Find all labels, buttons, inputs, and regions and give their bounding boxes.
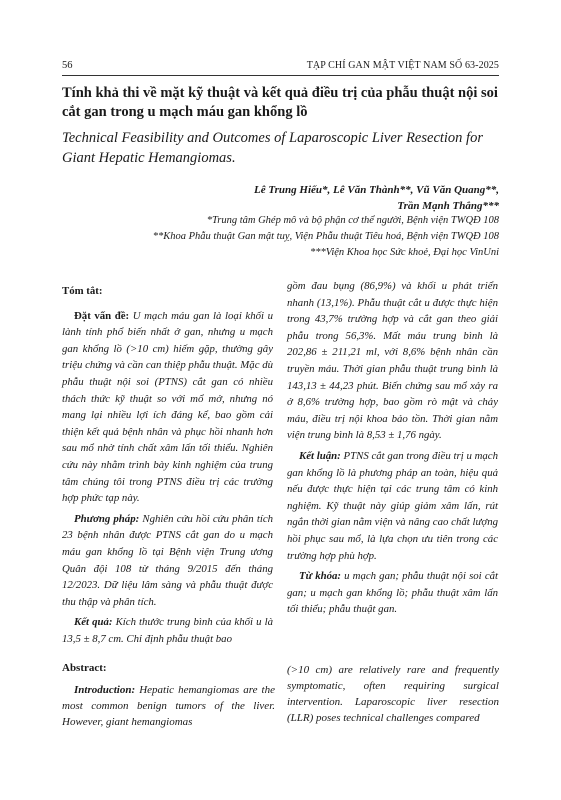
authors: [139, 182, 499, 214]
introduction-label: Introduction:: [74, 684, 136, 696]
keywords-text: u mạch gan; phẫu thuật nội soi cắt gan; u mạch gan khổng lồ; phẫu thuật xâm lấn tối thiểu; phẫu thuật gan.: [287, 570, 499, 616]
results-label: Kết quả:: [74, 616, 113, 629]
article-title-english: Technical Feasibility and Outcomes of Laparoscopic Liver Resection for Giant Hepatic Hemangiomas.: [62, 130, 483, 166]
affiliation-2: **Khoa Phẫu thuật Gan mật tuỵ, Viện Phẫu thuật Tiêu hoá, Bệnh viện TWQĐ 108: [152, 231, 499, 242]
affiliation-1: *Trung tâm Ghép mô và bộ phận cơ thể người, Bệnh viện TWQĐ 108: [206, 215, 499, 226]
introduction-continuation: (>10 cm) are relatively rare and frequently symptomatic, often requiring surgical intervention. Laparoscopic liver resection (LLR) poses technical challenges compared: [287, 664, 499, 724]
results-continuation: gồm đau bụng (86,9%) và khối u phát triển nhanh (13,1%). Phẫu thuật cắt u được thực hiện trong 43,7% trường hợp và cắt gan theo giải phẫu trong 56,3%. Mất máu trung bình là 202,86 ± 211,21 ml, với 8,6% bệnh nhân cần truyền máu. Thời gian phẫu thuật trung bình là 143,13 ± 44,23 phút. Biến chứng sau mổ xảy ra ở 8,6% trường hợp, bao gồm rò mật và chảy máu, điều trị nội khoa bảo tồn. Thời gian nằm viện trung bình là 8,53 ± 1,76 ngày.: [287, 280, 498, 442]
affiliation-3: ***Viện Khoa học Sức khoẻ, Đại học VinUni: [309, 247, 499, 258]
summary-right-column: [287, 278, 498, 622]
conclusion-text: PTNS cắt gan trong điều trị u mạch gan khổng lồ là phương pháp an toàn, hiệu quả nếu được thực hiện tại các trung tâm có kinh nghiệm. Kỹ thuật này giúp giảm xâm lấn, rút ngắn thời gian nằm viện và nâng cao chất lượng hồi phục sau mổ, là lựa chọn ưu tiên trong các trường hợp phù hợp.: [287, 449, 499, 562]
conclusion-paragraph: [287, 448, 498, 564]
article-title-vietnamese: Tính khả thi về mặt kỹ thuật và kết quả điều trị của phẫu thuật nội soi cắt gan trong u mạch máu gan khổng lồ: [62, 85, 498, 120]
abstract-left-column: [62, 660, 275, 730]
background-paragraph: [62, 308, 273, 507]
authors-line-1: Lê Trung Hiếu*, Lê Văn Thành**, Vũ Văn Quang**,: [253, 184, 499, 196]
background-text: U mạch máu gan là loại khối u lành tính phổ biến nhất ở gan, nhưng u mạch gan khổng lồ (>10 cm) hiếm gặp, thường gây triệu chứng và cần can thiệp phẫu thuật. Mặc dù phẫu thuật nội soi (PTNS) cắt gan có nhiều thách thức kỹ thuật so với mổ mở, nhưng nó mang lại nhiều lợi ích đáng kể, bao gồm cải thiện kết quả bệnh nhân và phục hồi nhanh hơn sau mổ nhờ tính chất xâm lấn tối thiểu. Nghiên cứu này nhằm trình bày kinh nghiệm của trung tâm chúng tôi trong PTNS điều trị các trường hợp phức tạp này.: [62, 309, 273, 505]
conclusion-label: Kết luận:: [299, 449, 341, 462]
abstract-heading: Abstract:: [62, 662, 107, 674]
methods-paragraph: [62, 511, 273, 611]
summary-left-column: [62, 283, 273, 651]
keywords-paragraph: [287, 568, 498, 618]
results-paragraph: [62, 614, 273, 647]
background-label: Đặt vấn đề:: [74, 309, 130, 322]
journal-name: TẠP CHÍ GAN MẬT VIỆT NAM SỐ 63-2025: [306, 60, 499, 71]
introduction-paragraph: [62, 682, 275, 730]
methods-text: Nghiên cứu hồi cứu phân tích 23 bệnh nhân được PTNS cắt gan do u mạch máu gan khổng lồ tại Bệnh viện Trung ương Quân đội 108 từ tháng 9/2015 đến tháng 12/2023. Dữ liệu lâm sàng và phẫu thuật được thu thập và phân tích.: [62, 512, 274, 608]
affiliations: [79, 213, 499, 261]
methods-label: Phương pháp:: [74, 512, 140, 525]
page-number: 56: [62, 60, 73, 71]
results-text: Kích thước trung bình của khối u là 13,5 ± 8,7 cm. Chỉ định phẫu thuật bao: [62, 616, 273, 645]
keywords-label: Từ khóa:: [299, 570, 341, 583]
header-rule: [62, 75, 499, 76]
introduction-text: Hepatic hemangiomas are the most common benign tumors of the liver. However, giant hemangiomas: [62, 684, 275, 728]
abstract-right-column: [287, 662, 499, 726]
authors-line-2: Trần Mạnh Thắng***: [397, 200, 499, 212]
summary-heading: Tóm tắt:: [62, 285, 103, 297]
